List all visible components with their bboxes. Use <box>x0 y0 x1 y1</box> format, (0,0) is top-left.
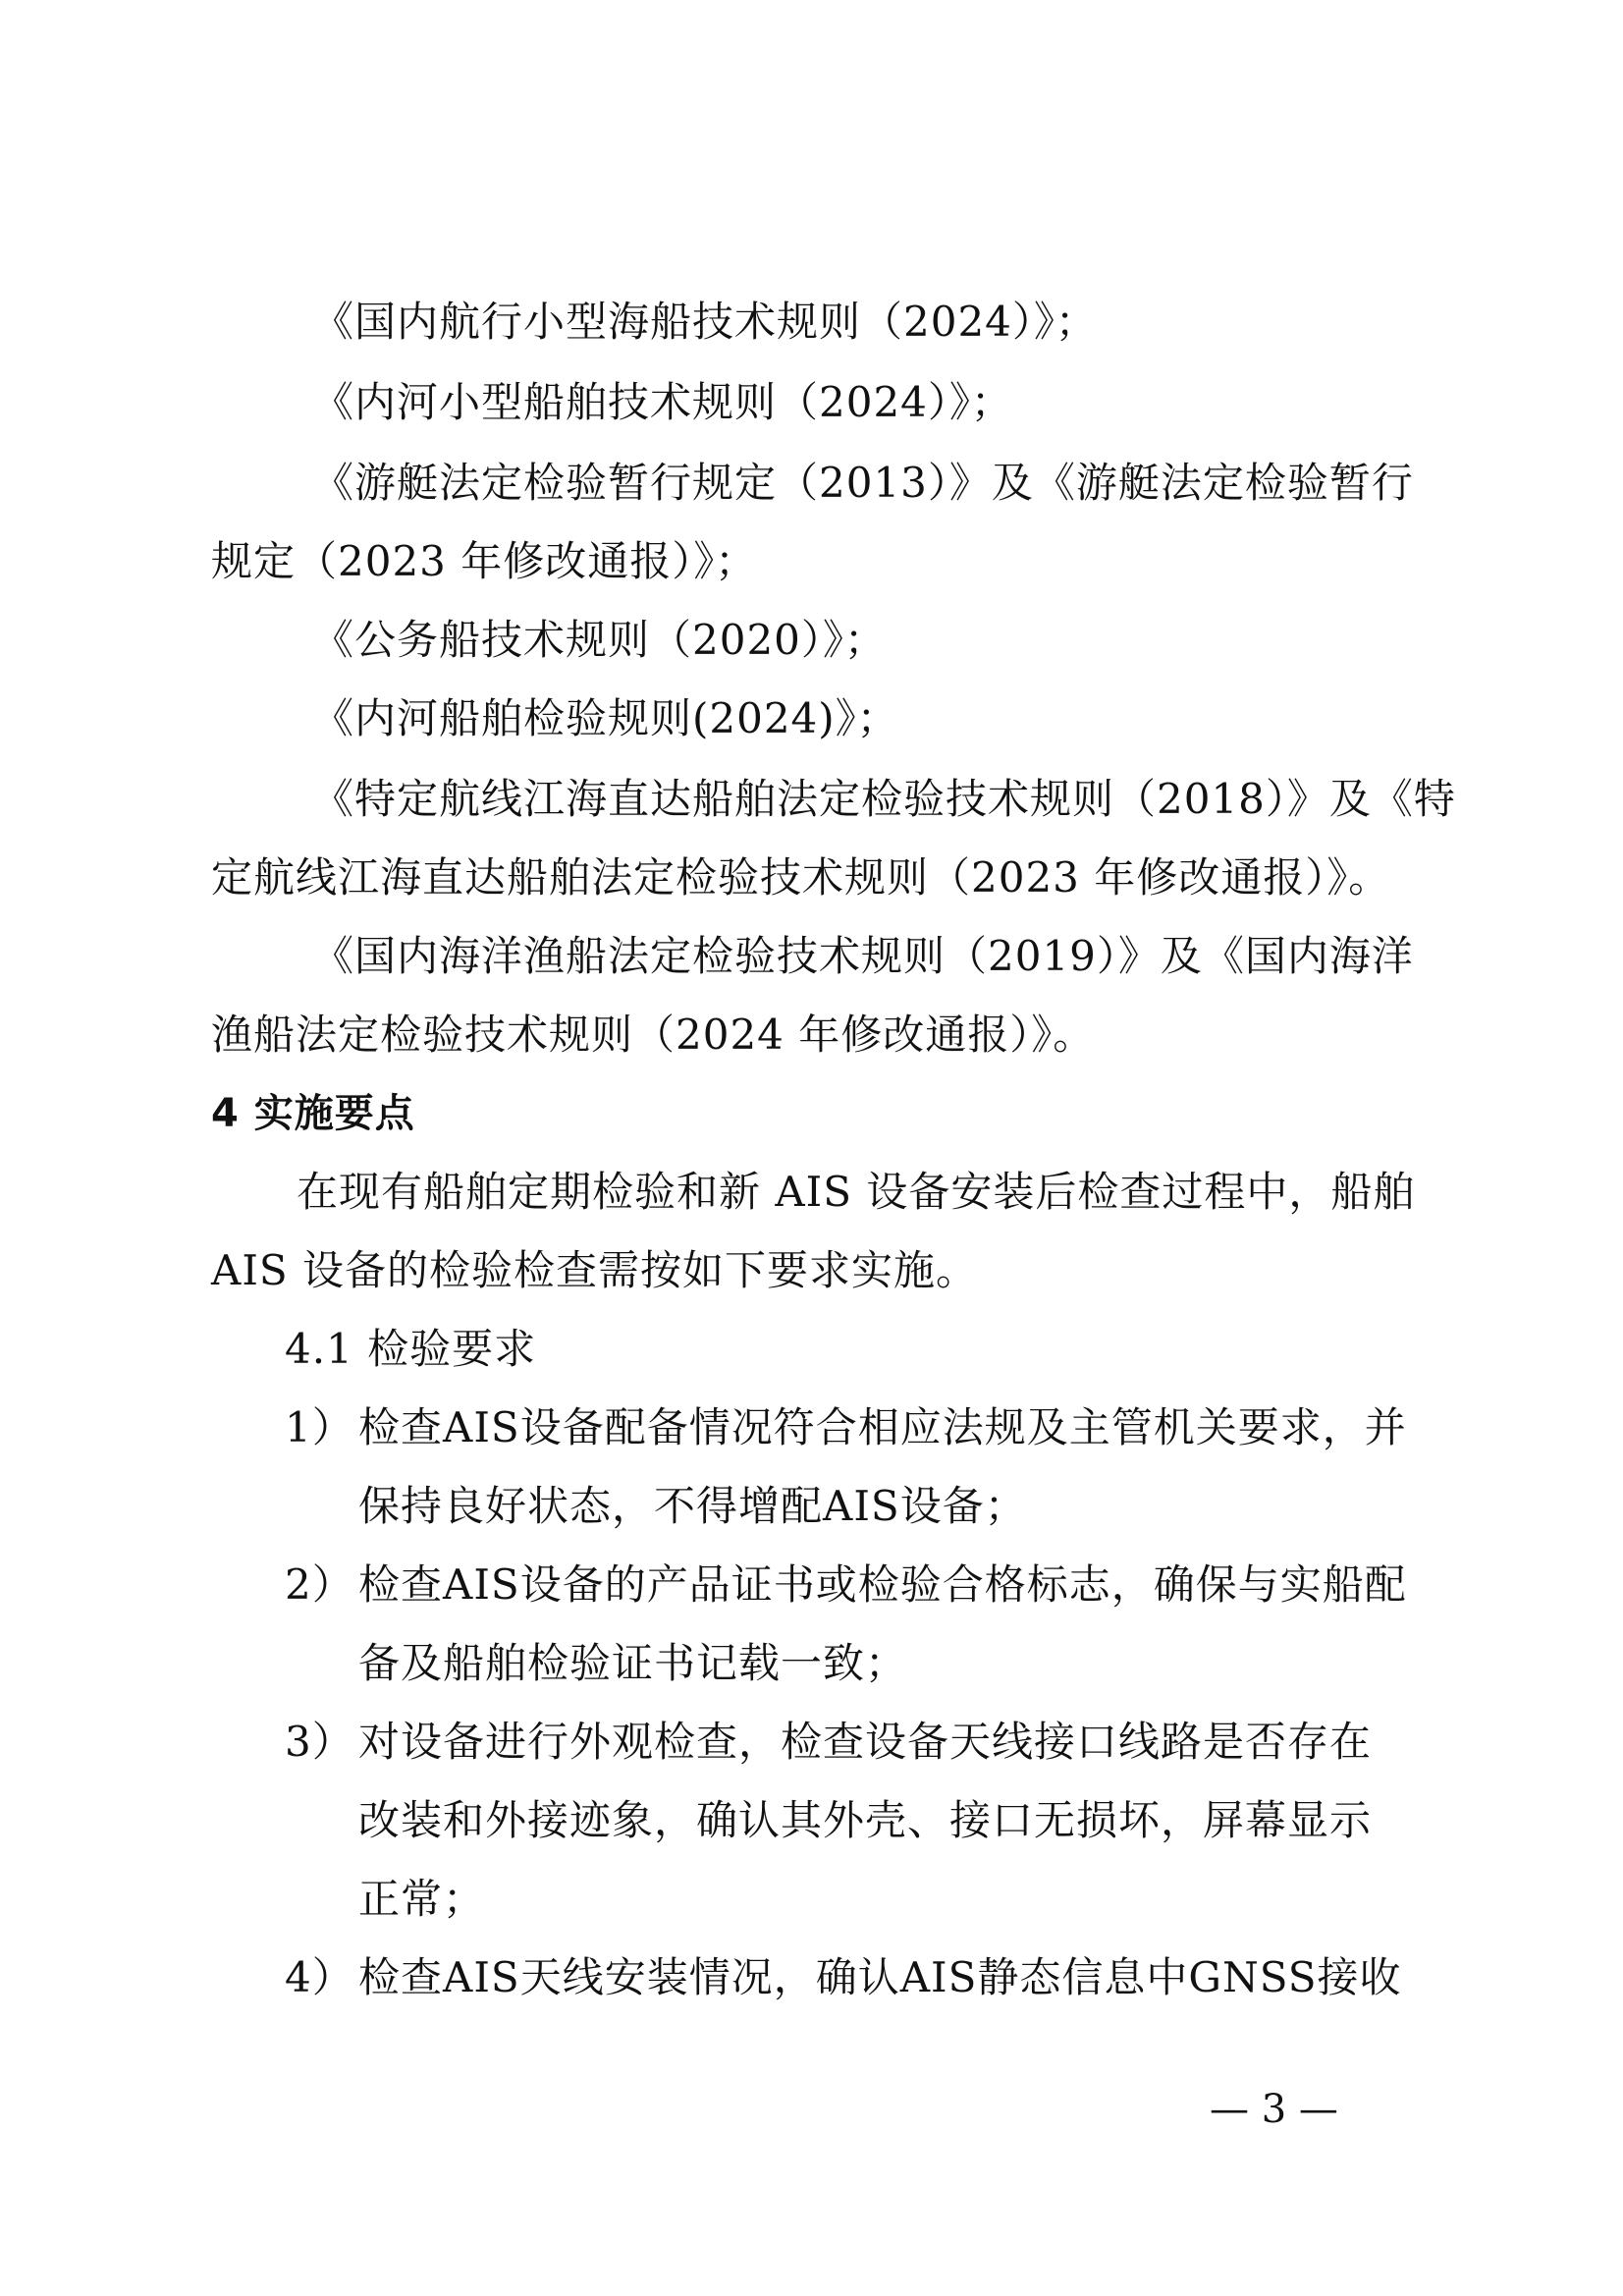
list-item-number: 4） <box>285 1953 354 2001</box>
intro-paragraph: 在现有船舶定期检验和新 AIS 设备安装后检查过程中，船舶 <box>297 1168 1416 1216</box>
list-item-number: 2） <box>285 1560 354 1609</box>
section-heading: 4 实施要点 <box>211 1091 415 1136</box>
regulation-item: 《国内航行小型海船技术规则（2024）》； <box>312 298 1098 346</box>
regulation-item: 《内河船舶检验规则(2024)》； <box>312 694 899 742</box>
list-item-number: 3） <box>285 1718 354 1766</box>
list-item-number: 1） <box>285 1403 354 1451</box>
list-item-text-continued: 正常； <box>358 1875 486 1923</box>
list-item-text-continued: 改装和外接迹象，确认其外壳、接口无损坏，屏幕显示 <box>358 1796 1373 1844</box>
page-number: — 3 — <box>1210 2087 1338 2132</box>
regulation-item: 《国内海洋渔船法定检验技术规则（2019）》及《国内海洋 <box>312 932 1414 980</box>
subsection-heading: 4.1 检验要求 <box>285 1325 537 1373</box>
regulation-item: 《特定航线江海直达船舶法定检验技术规则（2018）》及《特 <box>312 775 1456 823</box>
intro-paragraph-continued: AIS 设备的检验检查需按如下要求实施。 <box>211 1246 979 1294</box>
list-item-text-continued: 保持良好状态，不得增配AIS设备； <box>358 1482 1027 1530</box>
list-item-text-continued: 备及船舶检验证书记载一致； <box>358 1639 908 1687</box>
list-item-text: 检查AIS设备的产品证书或检验合格标志，确保与实船配 <box>358 1560 1407 1609</box>
regulation-item-continued: 渔船法定检验技术规则（2024 年修改通报）》。 <box>211 1011 1096 1059</box>
regulation-item: 《公务船技术规则（2020）》； <box>312 616 887 664</box>
regulation-item: 《内河小型船舶技术规则（2024）》； <box>312 378 1013 426</box>
list-item-text: 对设备进行外观检查，检查设备天线接口线路是否存在 <box>358 1718 1373 1766</box>
regulation-item: 《游艇法定检验暂行规定（2013）》及《游艇法定检验暂行 <box>312 459 1414 507</box>
list-item-text: 检查AIS设备配备情况符合相应法规及主管机关要求，并 <box>358 1403 1407 1451</box>
regulation-item-continued: 规定（2023 年修改通报）》； <box>211 537 758 585</box>
regulation-item-continued: 定航线江海直达船舶法定检验技术规则（2023 年修改通报）》。 <box>211 853 1391 902</box>
list-item-text: 检查AIS天线安装情况，确认AIS静态信息中GNSS接收 <box>358 1953 1402 2001</box>
